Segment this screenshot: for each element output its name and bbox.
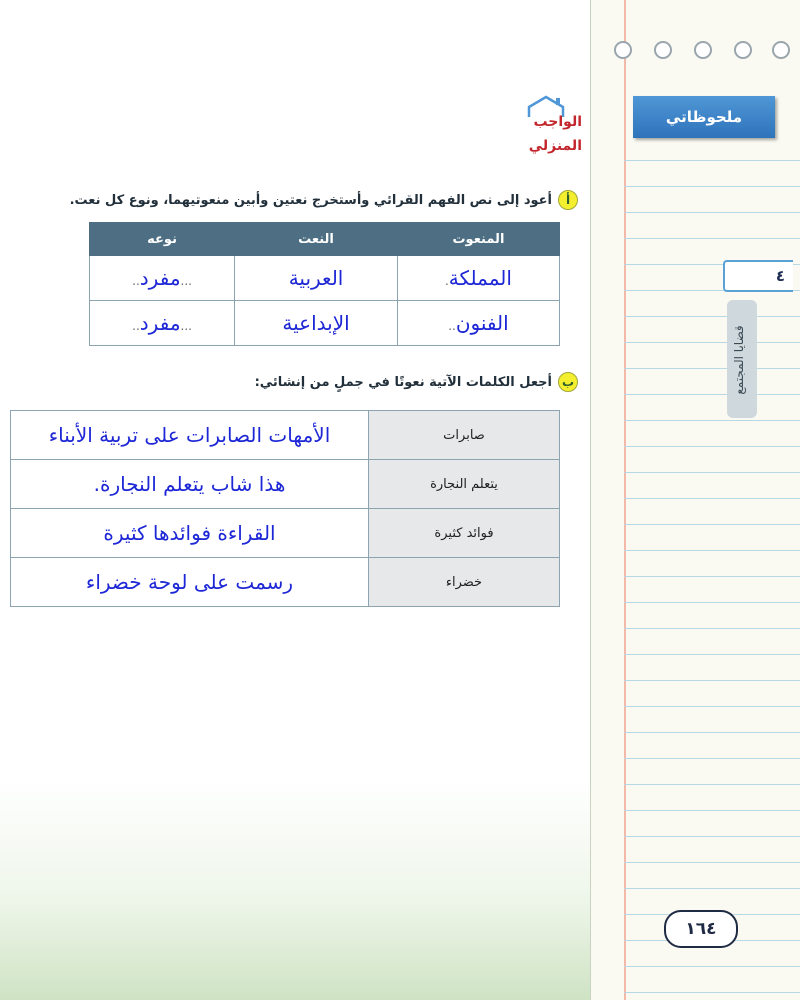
cell-sentence: رسمت على لوحة خضراء	[11, 558, 369, 607]
ruled-line	[624, 420, 800, 421]
ruled-line	[624, 576, 800, 577]
ruled-line	[624, 732, 800, 733]
cell-sentence: هذا شاب يتعلم النجارة.	[11, 460, 369, 509]
notes-tab	[633, 96, 775, 138]
cell-sentence: الأمهات الصابرات على تربية الأبناء	[11, 411, 369, 460]
ruled-line	[624, 186, 800, 187]
question-a-marker: أ	[558, 190, 578, 210]
ruled-line	[624, 758, 800, 759]
cell-word: يتعلم النجارة	[369, 460, 560, 509]
table-row	[11, 558, 560, 607]
ruled-line	[624, 888, 800, 889]
binder-hole	[694, 41, 712, 59]
notes-tab-label: ملحوظاتي	[665, 108, 743, 126]
cell-noun: المملكة.	[397, 256, 559, 301]
homework-line1: الواجب	[533, 114, 582, 130]
cell-word: فوائد كثيرة	[369, 509, 560, 558]
ruled-line	[624, 446, 800, 447]
ruled-line	[624, 706, 800, 707]
attributes-table	[89, 222, 560, 346]
binder-hole	[734, 41, 752, 59]
unit-number-box	[723, 260, 793, 292]
ruled-line	[624, 368, 800, 369]
table-row	[90, 256, 560, 301]
margin-line	[624, 0, 626, 1000]
binder-hole	[614, 41, 632, 59]
cell-adjective: العربية	[235, 256, 398, 301]
question-b-text: أجعل الكلمات الآتية نعوتًا في جملٍ من إنشائي:	[254, 374, 552, 390]
table-row	[90, 301, 560, 346]
cell-type: ...مفرد..	[90, 256, 235, 301]
sentences-table	[10, 410, 560, 607]
question-b-marker: ب	[558, 372, 578, 392]
ruled-line	[624, 550, 800, 551]
unit-title: قضايا المجتمع	[732, 325, 746, 395]
binder-hole	[654, 41, 672, 59]
homework-line2: المنزلي	[528, 138, 582, 154]
notes-margin	[590, 0, 800, 1000]
question-b	[255, 372, 578, 392]
ruled-line	[624, 862, 800, 863]
cell-word: خضراء	[369, 558, 560, 607]
ruled-line	[624, 472, 800, 473]
ruled-line	[624, 992, 800, 993]
ruled-line	[624, 394, 800, 395]
ruled-line	[624, 628, 800, 629]
ruled-line	[624, 160, 800, 161]
question-a	[70, 190, 578, 210]
cell-word: صابرات	[369, 411, 560, 460]
ruled-line	[624, 602, 800, 603]
ruled-line	[624, 238, 800, 239]
homework-heading	[529, 110, 582, 158]
question-a-text: أعود إلى نص الفهم القرائي وأستخرج نعتين وأبين منعوتيهما، ونوع كل نعت.	[69, 192, 552, 208]
table-row	[11, 460, 560, 509]
header-adjective: النعت	[235, 223, 398, 256]
page-number: ١٦٤	[664, 910, 738, 948]
ruled-line	[624, 498, 800, 499]
ruled-line	[624, 212, 800, 213]
ruled-line	[624, 810, 800, 811]
ruled-line	[624, 836, 800, 837]
ruled-line	[624, 342, 800, 343]
unit-number: ٤	[775, 267, 785, 285]
ruled-line	[624, 680, 800, 681]
ruled-line	[624, 966, 800, 967]
table-header-row	[90, 223, 560, 256]
header-noun: المنعوت	[397, 223, 559, 256]
cell-adjective: الإبداعية	[235, 301, 398, 346]
ruled-line	[624, 524, 800, 525]
ruled-line	[624, 654, 800, 655]
cell-noun: الفنون..	[397, 301, 559, 346]
header-type: نوعه	[90, 223, 235, 256]
table-row	[11, 509, 560, 558]
ruled-line	[624, 316, 800, 317]
ruled-line	[624, 784, 800, 785]
table-row	[11, 411, 560, 460]
cell-sentence: القراءة فوائدها كثيرة	[11, 509, 369, 558]
cell-type: ...مفرد..	[90, 301, 235, 346]
binder-hole	[772, 41, 790, 59]
